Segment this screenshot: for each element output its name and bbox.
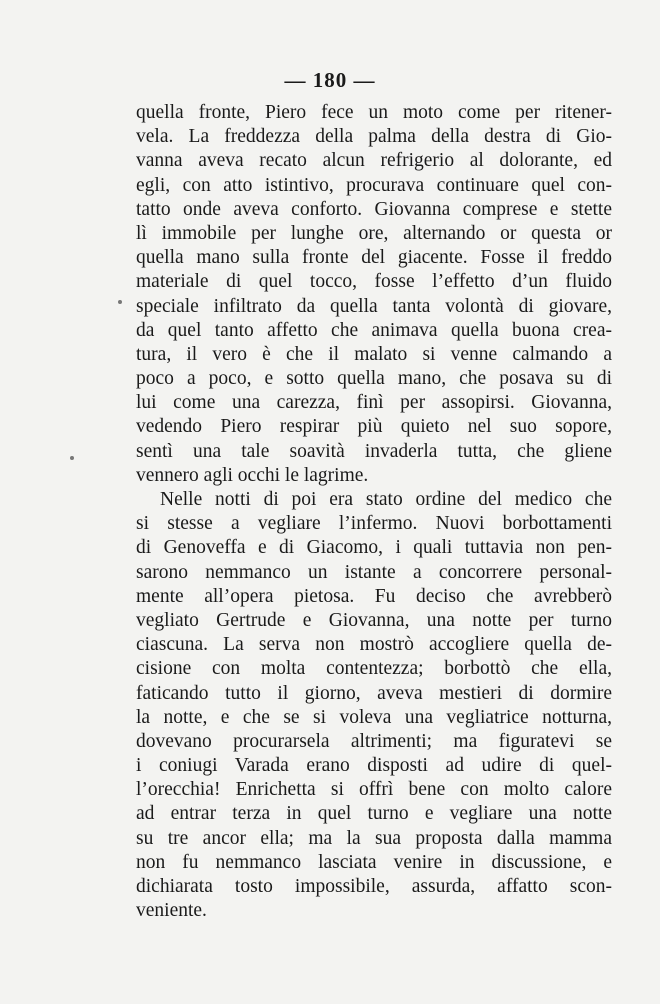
text-line: quella fronte, Piero fece un moto come per ritener- [136, 102, 612, 123]
text-line: Nelle notti di poi era stato ordine del medico che [160, 489, 612, 510]
text-line: la notte, e che se si voleva una vegliatrice notturna, [136, 706, 612, 728]
text-line: dovevano procurarsela altrimenti; ma figuratevi se [136, 730, 612, 752]
text-line: vedendo Piero respirar più quieto nel suo sopore, [136, 416, 612, 438]
paragraph-1 [136, 101, 612, 488]
text-line: sarono nemmanco un istante a concorrere personal- [136, 561, 612, 583]
text-line: mente all’opera pietosa. Fu deciso che avrebberò [136, 585, 612, 607]
text-line: i coniugi Varada erano disposti ad udire di quel- [136, 755, 612, 777]
text-line: si stesse a vegliare l’infermo. Nuovi borbottamenti [136, 513, 612, 535]
text-line: da quel tanto affetto che animava quella buona crea- [136, 319, 612, 341]
text-line: dichiarata tosto impossibile, assurda, affatto scon- [136, 876, 612, 897]
text-line: quella mano sulla fronte del giacente. Fosse il freddo [136, 247, 612, 269]
text-line: tura, il vero è che il malato si venne calmando a [136, 343, 612, 365]
page-number: — 180 — [284, 68, 376, 92]
text-line: veniente. [136, 900, 207, 922]
text-line: non fu nemmanco lasciata venire in discussione, e [136, 851, 612, 873]
text-line: ciascuna. La serva non mostrò accogliere quella de- [136, 634, 612, 656]
text-line: l’orecchia! Enrichetta si offrì bene con molto calore [136, 779, 612, 801]
text-line: poco a poco, e sotto quella mano, che posava su di [136, 368, 612, 390]
text-line: vela. La freddezza della palma della destra di Gio- [136, 126, 612, 148]
text-line: lì immobile per lunghe ore, alternando or questa or [136, 222, 612, 244]
text-line: faticando tutto il giorno, aveva mestieri di dormire [136, 682, 612, 704]
text-line: vennero agli occhi le lagrime. [136, 464, 369, 486]
text-line: lui come una carezza, finì per assopirsi. Giovanna, [136, 392, 612, 414]
body-text [136, 101, 612, 923]
text-line: di Genoveffa e di Giacomo, i quali tuttavia non pen- [136, 537, 612, 559]
paragraph-2 [136, 488, 612, 923]
text-line: vegliato Gertrude e Giovanna, una notte per turno [136, 609, 612, 631]
text-line: vanna aveva recato alcun refrigerio al dolorante, ed [136, 150, 612, 172]
text-line: sentì una tale soavità invaderla tutta, che gliene [136, 440, 612, 462]
text-line: tatto onde aveva conforto. Giovanna comprese e stette [136, 198, 612, 220]
text-line: egli, con atto istintivo, procurava continuare quel con- [136, 174, 612, 196]
text-line: speciale infiltrato da quella tanta volontà di giovare, [136, 295, 612, 317]
text-line: cisione con molta contentezza; borbottò che ella, [136, 658, 612, 680]
text-line: ad entrar terza in quel turno e vegliare una notte [136, 803, 612, 825]
scan-speck [118, 300, 122, 304]
text-line: materiale di quel tocco, fosse l’effetto d’un fluido [136, 271, 612, 293]
text-line: su tre ancor ella; ma la sua proposta dalla mamma [136, 827, 612, 849]
scan-speck [70, 456, 74, 460]
